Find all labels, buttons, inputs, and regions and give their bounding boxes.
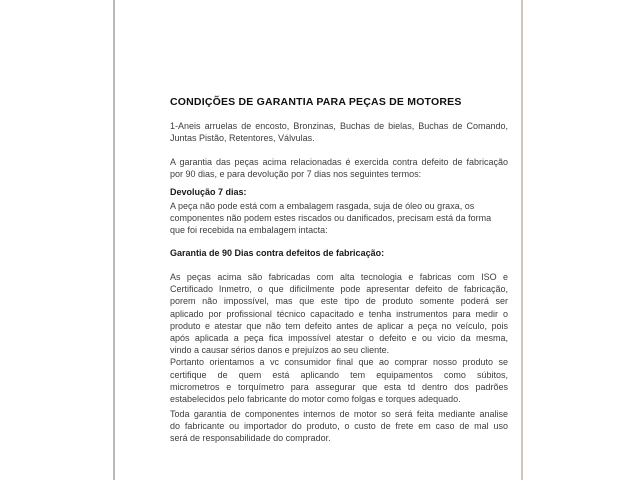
return-policy-heading: Devolução 7 dias: [170, 187, 247, 197]
warranty-90days-heading: Garantia de 90 Dias contra defeitos de fabricação: [170, 248, 385, 258]
warranty-details-paragraph-2: Portanto orientamos a vc consumidor final que ao comprar nosso produto se certifique de quem está aplicando tem equipamentos como súbitos, micrometros e torquímetro para assegurar que esta td dentro dos padrões estabelecidos pelo fabricante do motor como folgas e torques adequado. [170, 357, 508, 404]
document-content [170, 0, 508, 480]
page-left-border [113, 0, 115, 480]
document-title: CONDIÇÕES DE GARANTIA PARA PEÇAS DE MOTORES [170, 96, 462, 108]
page-right-border [521, 0, 523, 480]
warranty-summary-paragraph: A garantia das peças acima relacionadas é exercida contra defeito de fabricação por 90 dias, e para devolução por 7 dias nos seguintes termos: [170, 157, 508, 180]
return-policy-paragraph: A peça não pode está com a embalagem rasgada, suja de óleo ou graxa, os componentes não podem estes riscados ou danificados, precisam está da forma que foi recebida na embalagem intacta: [170, 201, 492, 236]
parts-list-paragraph: 1-Aneis arruelas de encosto, Bronzinas, Buchas de bielas, Buchas de Comando, Juntas Pistão, Retentores, Válvulas. [170, 121, 508, 144]
warranty-details-paragraph-1: As peças acima são fabricadas com alta tecnologia e fabricas com ISO e Certificado Inmetro, o que dificilmente pode apresentar defeito de fabricação, porem não impossível, mas que este tipo de produto somente poderá ser aplicado por profissional técnico capacitado e tenha instrumentos para medir o produto e atestar que não tem defeito antes de aplicar a peça no veículo, pois após aplicada a peça fica impossível atestar o defeito e ou vicio da mesma, vindo a causar sérios danos e prejuízos ao seu cliente. [170, 272, 508, 356]
final-note-paragraph: Toda garantia de componentes internos de motor so será feita mediante analise do fabricante ou importador do produto, o custo de frete em caso de mal uso será de responsabilidade do comprador. [170, 409, 508, 444]
